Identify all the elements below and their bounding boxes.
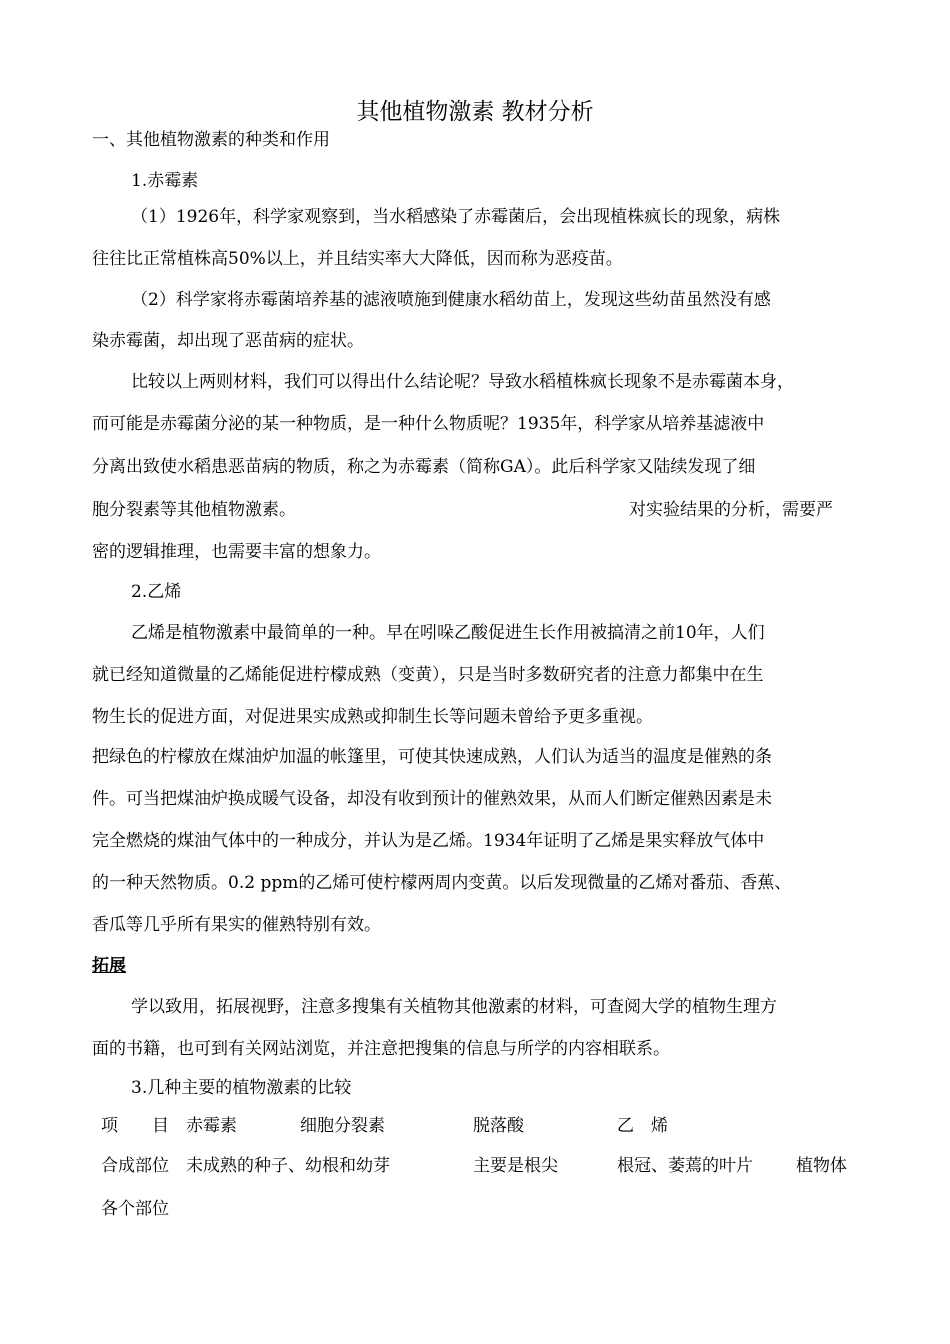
paragraph-line: 乙烯是植物激素中最简单的一种。早在吲哚乙酸促进生长作用被搞清之前10年，人们	[131, 623, 765, 643]
paragraph-line: 件。可当把煤油炉换成暖气设备，却没有收到预计的催熟效果，从而人们断定催熟因素是未	[92, 789, 772, 809]
paragraph-line: 胞分裂素等其他植物激素。	[92, 500, 296, 520]
table-header-cytokinin: 细胞分裂素	[300, 1116, 385, 1136]
table-header-ethylene: 乙 烯	[617, 1116, 668, 1136]
table-cell: 主要是根尖	[473, 1156, 558, 1176]
table-header-gibberellin: 赤霉素	[186, 1116, 237, 1136]
table-cell-wrap: 各个部位	[101, 1199, 169, 1219]
paragraph-line: 的一种天然物质。0.2 ppm的乙烯可使柠檬两周内变黄。以后发现微量的乙烯对番茄、香蕉、	[92, 873, 792, 893]
paragraph-line: （2）科学家将赤霉菌培养基的滤液喷施到健康水稻幼苗上，发现这些幼苗虽然没有感	[131, 290, 771, 310]
paragraph-line: 学以致用，拓展视野，注意多搜集有关植物其他激素的材料，可查阅大学的植物生理方	[131, 997, 777, 1017]
paragraph-line: 比较以上两则材料，我们可以得出什么结论呢？导致水稻植株疯长现象不是赤霉菌本身，	[131, 372, 794, 392]
subsection-heading-gibberellin: 1.赤霉素	[131, 171, 199, 191]
table-cell: 未成熟的种子、幼根和幼芽	[186, 1156, 390, 1176]
paragraph-line: （1）1926年，科学家观察到，当水稻感染了赤霉菌后，会出现植株疯长的现象，病株	[131, 207, 781, 227]
paragraph-line: 对实验结果的分析，需要严	[629, 500, 833, 520]
table-cell: 植物体	[796, 1156, 847, 1176]
table-header-item: 项 目	[101, 1116, 169, 1136]
page-title: 其他植物激素 教材分析	[356, 99, 594, 125]
table-cell: 根冠、萎蔫的叶片	[617, 1156, 753, 1176]
paragraph-line: 就已经知道微量的乙烯能促进柠檬成熟（变黄），只是当时多数研究者的注意力都集中在生	[92, 665, 764, 685]
section-heading: 一、其他植物激素的种类和作用	[92, 130, 330, 150]
table-header-abscisic-acid: 脱落酸	[473, 1116, 524, 1136]
subsection-heading-comparison: 3.几种主要的植物激素的比较	[131, 1078, 352, 1098]
paragraph-line: 往往比正常植株高50%以上，并且结实率大大降低，因而称为恶疫苗。	[92, 249, 623, 269]
paragraph-line: 把绿色的柠檬放在煤油炉加温的帐篷里，可使其快速成熟，人们认为适当的温度是催熟的条	[92, 747, 772, 767]
table-cell-row-label: 合成部位	[101, 1156, 169, 1176]
paragraph-line: 分离出致使水稻患恶苗病的物质，称之为赤霉素（简称GA）。此后科学家又陆续发现了细	[92, 457, 756, 477]
subsection-heading-ethylene: 2.乙烯	[131, 582, 182, 602]
paragraph-line: 完全燃烧的煤油气体中的一种成分，并认为是乙烯。1934年证明了乙烯是果实释放气体中	[92, 831, 765, 851]
paragraph-line: 香瓜等几乎所有果实的催熟特别有效。	[92, 915, 381, 935]
paragraph-line: 密的逻辑推理，也需要丰富的想象力。	[92, 542, 381, 562]
paragraph-line: 而可能是赤霉菌分泌的某一种物质，是一种什么物质呢？1935年，科学家从培养基滤液中	[92, 414, 765, 434]
paragraph-line: 面的书籍，也可到有关网站浏览，并注意把搜集的信息与所学的内容相联系。	[92, 1039, 670, 1059]
paragraph-line: 染赤霉菌，却出现了恶苗病的症状。	[92, 331, 364, 351]
extension-heading: 拓展	[92, 956, 126, 976]
paragraph-line: 物生长的促进方面，对促进果实成熟或抑制生长等问题未曾给予更多重视。	[92, 707, 653, 727]
